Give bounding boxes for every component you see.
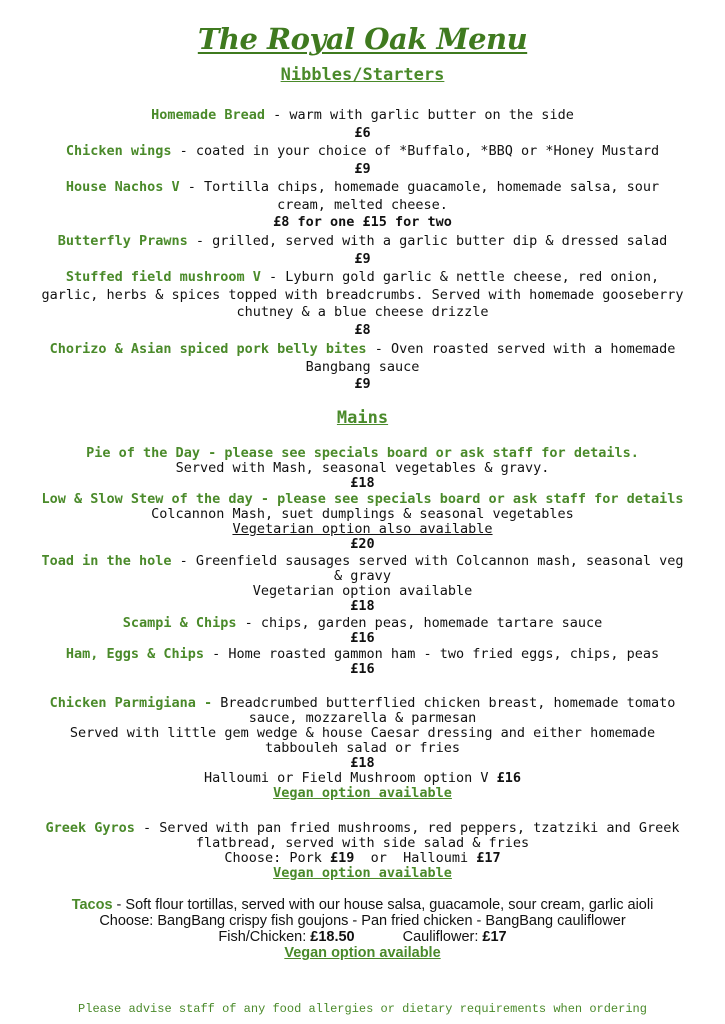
item-alt-price: £16 [496, 770, 521, 786]
menu-title: The Royal Oak Menu [197, 22, 528, 56]
item-price: £8 for one £15 for two [273, 214, 452, 230]
main-item-toad [38, 554, 687, 614]
item-desc: - coated in your choice of *Buffalo, *BBQ or *Honey Mustard [171, 143, 660, 159]
tacos-fish-price: £18.50 [310, 929, 355, 945]
item-desc-2: Served with little gem wedge & house Caesar dressing and either homemade tabbouleh salad or fries [69, 725, 656, 756]
item-desc: - Served with pan fried mushrooms, red peppers, tzatziki and Greek flatbread, served with side salad & fries [134, 820, 680, 851]
starter-item [38, 233, 687, 268]
item-name: Scampi & Chips [122, 615, 237, 631]
gyros-choose: Choose: Pork [224, 850, 330, 866]
item-price: £16 [350, 661, 375, 677]
starter-item [38, 143, 687, 178]
tacos-fish-label: Fish/Chicken: [218, 929, 311, 945]
item-name: Chorizo & Asian spiced pork belly bites [49, 341, 367, 357]
item-price: £18 [350, 475, 375, 491]
item-note: Vegetarian option available [252, 583, 473, 599]
tacos-choose: Choose: BangBang crispy fish goujons - Pan fried chicken - BangBang cauliflower [99, 913, 626, 929]
tacos-cauli-label: Cauliflower: [402, 929, 483, 945]
item-price: £9 [354, 250, 371, 267]
item-name: Stuffed field mushroom V [65, 269, 261, 285]
item-desc: - grilled, served with a garlic butter dip & dressed salad [187, 233, 668, 249]
starter-item [38, 107, 687, 142]
item-name: Butterfly Prawns [57, 233, 188, 249]
main-item-ham [38, 647, 687, 677]
main-item-scampi [38, 616, 687, 646]
item-name: Low & Slow Stew of the day - please see specials board or ask staff for details [41, 491, 684, 507]
item-name: Chicken wings [65, 143, 172, 159]
item-name: Homemade Bread [151, 107, 265, 123]
item-name: Greek Gyros [45, 820, 135, 836]
main-item-stew [38, 492, 687, 552]
starter-item [38, 341, 687, 394]
item-desc: - Home roasted gammon ham - two fried eggs, chips, peas [204, 646, 660, 662]
main-item-tacos [38, 897, 687, 961]
item-price: £9 [354, 376, 371, 392]
mains-heading: Mains [336, 408, 389, 428]
main-item-parmigiana [38, 696, 687, 801]
main-item-gyros [38, 821, 687, 881]
item-name: Ham, Eggs & Chips [65, 646, 204, 662]
item-desc: - Soft flour tortillas, served with our house salsa, guacamole, sour cream, garlic aioli [112, 897, 654, 913]
gyros-pork-price: £19 [329, 850, 355, 866]
starter-item [38, 269, 687, 339]
item-desc: - chips, garden peas, homemade tartare sauce [236, 615, 603, 631]
allergy-footer: Please advise staff of any food allergies or dietary requirements when ordering [78, 1002, 647, 1016]
item-alt: Halloumi or Field Mushroom option V [204, 770, 497, 786]
item-price: £8 [354, 321, 371, 338]
item-desc: Colcannon Mash, suet dumplings & seasonal vegetables [151, 506, 574, 522]
vegan-note: Vegan option available [273, 865, 452, 881]
item-desc: - Lyburn gold garlic & nettle cheese, red onion, garlic, herbs & spices topped with breadcrumbs. Served with homemade gooseberry chutney & a blue cheese drizzle [41, 269, 684, 320]
item-name: House Nachos V [65, 179, 180, 195]
item-desc: Served with Mash, seasonal vegetables & gravy. [175, 460, 550, 476]
item-price: £9 [354, 160, 371, 177]
item-desc: Breadcrumbed butterflied chicken breast, homemade tomato sauce, mozzarella & parmesan [220, 695, 676, 726]
item-desc: - Greenfield sausages served with Colcannon mash, seasonal veg & gravy [171, 553, 684, 584]
item-price: £18 [350, 755, 375, 771]
starters-heading: Nibbles/Starters [280, 65, 445, 85]
item-name: Toad in the hole [41, 553, 172, 569]
item-price: £16 [350, 630, 375, 646]
item-price: £20 [350, 536, 375, 552]
item-name: Pie of the Day - please see specials board or ask staff for details. [86, 445, 639, 461]
item-desc: - Oven roasted served with a homemade Bangbang sauce [305, 341, 676, 375]
item-name: Chicken Parmigiana - [49, 695, 221, 711]
item-note: Vegetarian option also available [232, 521, 493, 537]
item-price: £18 [350, 598, 375, 614]
vegan-note: Vegan option available [273, 785, 452, 801]
gyros-halloumi-price: £17 [476, 850, 501, 866]
gyros-or: or Halloumi [354, 850, 477, 866]
item-desc: - Tortilla chips, homemade guacamole, homemade salsa, sour cream, melted cheese. [179, 179, 660, 213]
item-name: Tacos [71, 897, 113, 913]
tacos-cauli-price: £17 [482, 929, 507, 945]
starter-item [38, 179, 687, 232]
item-desc: - warm with garlic butter on the side [264, 107, 574, 123]
vegan-note: Vegan option available [284, 945, 441, 961]
item-price: £6 [354, 124, 371, 141]
main-item-pie [38, 446, 687, 491]
